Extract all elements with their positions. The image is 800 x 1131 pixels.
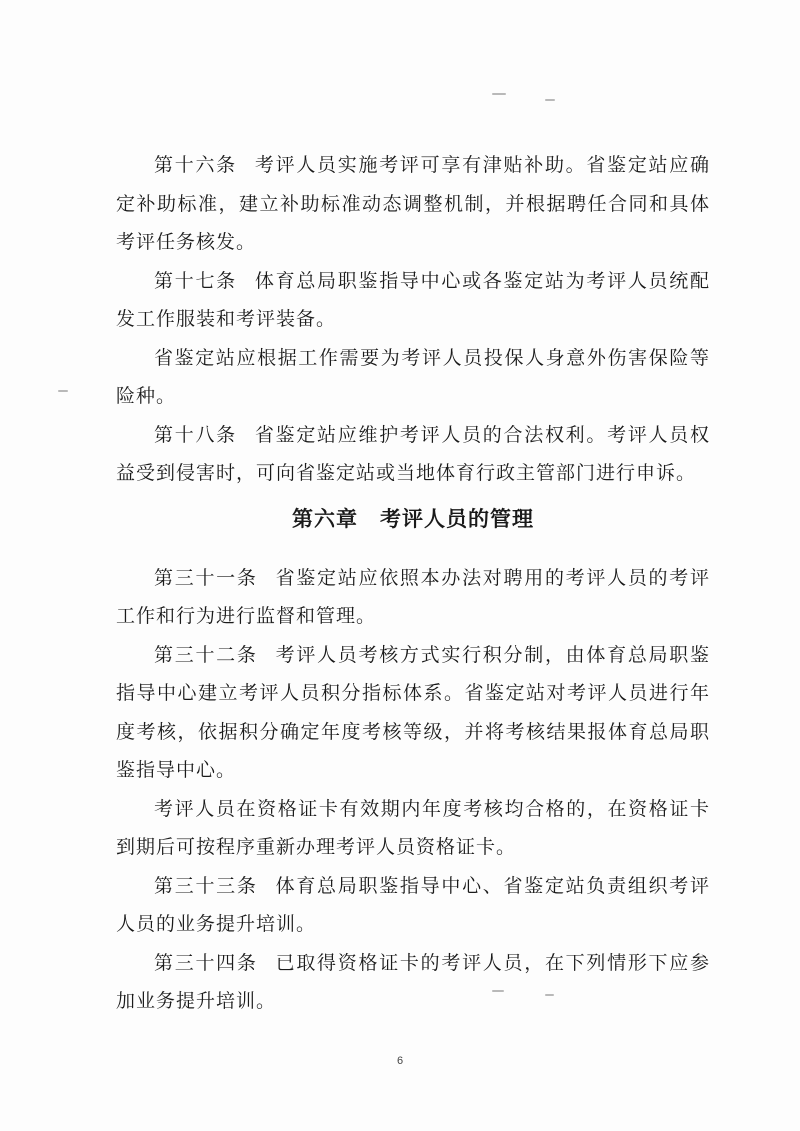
article-text: 已取得资格证卡的考评人员，在下列情形下应参加业务提升培训。 — [116, 951, 710, 1012]
scan-speck — [545, 99, 555, 101]
scan-speck — [58, 390, 68, 392]
chapter-title: 第六章 考评人员的管理 — [292, 506, 534, 531]
paragraph-article-34 — [116, 944, 710, 1021]
paragraph-article-18 — [116, 416, 710, 493]
paragraph-text: 省鉴定站应根据工作需要为考评人员投保人身意外伤害保险等险种。 — [116, 346, 710, 407]
document-body — [116, 146, 710, 1021]
page-number: 6 — [396, 1055, 404, 1067]
article-number: 第三十四条 — [154, 951, 258, 974]
article-number: 第三十二条 — [154, 643, 258, 666]
paragraph-article-33 — [116, 867, 710, 944]
article-number: 第十七条 — [154, 269, 237, 292]
paragraph-renewal — [116, 790, 710, 867]
article-number: 第十八条 — [154, 423, 237, 446]
article-text: 考评人员考核方式实行积分制，由体育总局职鉴指导中心建立考评人员积分指标体系。省鉴定站对考评人员进行年度考核，依据积分确定年度考核等级，并将考核结果报体育总局职鉴指导中心。 — [116, 643, 710, 781]
article-text: 考评人员实施考评可享有津贴补助。省鉴定站应确定补助标准，建立补助标准动态调整机制，并根据聘任合同和具体考评任务核发。 — [116, 154, 710, 253]
article-text: 体育总局职鉴指导中心、省鉴定站负责组织考评人员的业务提升培训。 — [116, 874, 710, 935]
paragraph-insurance — [116, 339, 710, 416]
article-number: 第三十一条 — [154, 566, 258, 589]
paragraph-article-31 — [116, 559, 710, 636]
article-text: 省鉴定站应维护考评人员的合法权利。考评人员权益受到侵害时，可向省鉴定站或当地体育行政主管部门进行申诉。 — [116, 423, 710, 484]
article-text: 省鉴定站应依照本办法对聘用的考评人员的考评工作和行为进行监督和管理。 — [116, 566, 710, 627]
paragraph-text: 考评人员在资格证卡有效期内年度考核均合格的，在资格证卡到期后可按程序重新办理考评人员资格证卡。 — [116, 797, 710, 858]
article-text: 体育总局职鉴指导中心或各鉴定站为考评人员统配发工作服装和考评装备。 — [116, 269, 710, 330]
article-number: 第十六条 — [154, 154, 237, 176]
paragraph-article-32 — [116, 636, 710, 790]
paragraph-article-16 — [116, 146, 710, 262]
article-number: 第三十三条 — [154, 874, 258, 897]
scan-speck — [492, 93, 506, 95]
paragraph-article-17 — [116, 262, 710, 339]
